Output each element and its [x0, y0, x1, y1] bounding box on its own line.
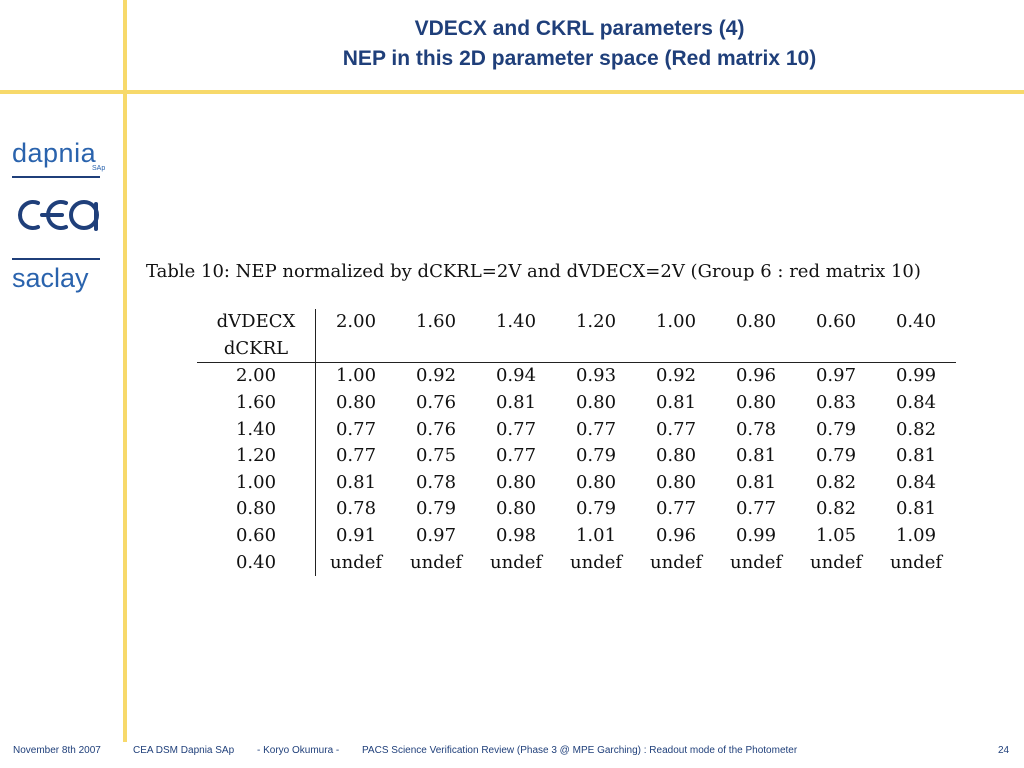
table-cell: 0.77 — [655, 418, 697, 440]
table-cell: 0.80 — [735, 392, 777, 414]
row-label: 0.80 — [197, 496, 316, 523]
nep-table — [197, 309, 956, 576]
table-cell: 0.83 — [815, 392, 857, 414]
table-header-row — [197, 309, 956, 336]
table-cell: 0.81 — [735, 445, 777, 467]
table-cell: 0.77 — [575, 418, 617, 440]
vertical-accent-line — [123, 0, 127, 742]
table-cell: 0.77 — [335, 418, 377, 440]
table-row — [197, 496, 956, 523]
cea-logo-icon — [10, 196, 102, 234]
table-cell: undef — [569, 551, 623, 573]
table-cell: 0.91 — [335, 525, 377, 547]
table-row — [197, 549, 956, 576]
logo-divider-1 — [12, 176, 100, 178]
table-cell: 0.80 — [335, 392, 377, 414]
corner-label-top: dVDECX — [197, 309, 316, 336]
column-header: 0.40 — [895, 311, 937, 333]
column-header: 1.00 — [655, 311, 697, 333]
table-cell: 0.78 — [735, 418, 777, 440]
table-cell: 0.76 — [415, 418, 457, 440]
table-cell: 1.01 — [575, 525, 617, 547]
table-row — [197, 390, 956, 417]
row-label: 0.60 — [197, 523, 316, 550]
table-cell: 0.82 — [815, 498, 857, 520]
dapnia-logo-text: dapnia — [12, 138, 97, 168]
table-cell: 0.92 — [636, 363, 716, 390]
footer-date: November 8th 2007 — [13, 745, 101, 756]
table-cell: 0.79 — [575, 498, 617, 520]
footer-event: PACS Science Verification Review (Phase 3 @ MPE Garching) : Readout mode of the Photometer — [362, 745, 798, 756]
table-cell: undef — [329, 551, 383, 573]
table-row — [197, 470, 956, 497]
logo-divider-2 — [12, 258, 100, 260]
table-cell: 0.80 — [655, 445, 697, 467]
table-cell: 0.84 — [895, 471, 937, 493]
dapnia-logo-subtext: SAp — [92, 165, 106, 172]
table-row — [197, 443, 956, 470]
row-label: 2.00 — [197, 363, 316, 390]
table-cell: 0.96 — [655, 525, 697, 547]
row-label: 0.40 — [197, 549, 316, 576]
table-cell: 0.93 — [556, 363, 636, 390]
table-cell: 0.77 — [495, 445, 537, 467]
column-header: 1.40 — [495, 311, 537, 333]
table-cell: 0.81 — [335, 471, 377, 493]
table-cell: undef — [409, 551, 463, 573]
table-cell: 0.78 — [415, 471, 457, 493]
table-subheader-row — [197, 336, 956, 363]
table-cell: 0.80 — [495, 471, 537, 493]
table-cell: 0.77 — [735, 498, 777, 520]
table-cell: 0.98 — [495, 525, 537, 547]
table-cell: 0.99 — [876, 363, 956, 390]
table-cell: 0.81 — [495, 392, 537, 414]
table-cell: 0.81 — [895, 445, 937, 467]
table-cell: 0.96 — [716, 363, 796, 390]
table-cell: 0.81 — [895, 498, 937, 520]
table-cell: 0.78 — [335, 498, 377, 520]
corner-label-bottom: dCKRL — [197, 336, 316, 363]
table-row — [197, 416, 956, 443]
table-cell: 0.79 — [815, 445, 857, 467]
slide-title-line2: NEP in this 2D parameter space (Red matrix 10) — [342, 47, 817, 70]
table-cell: 0.81 — [655, 392, 697, 414]
table-cell: undef — [729, 551, 783, 573]
column-header: 1.20 — [575, 311, 617, 333]
column-header: 0.60 — [815, 311, 857, 333]
table-cell: 0.79 — [575, 445, 617, 467]
horizontal-accent-line — [0, 90, 1024, 94]
row-label: 1.00 — [197, 470, 316, 497]
row-label: 1.60 — [197, 390, 316, 417]
table-row — [197, 363, 956, 390]
column-header: 2.00 — [335, 311, 377, 333]
slide-title-line1: VDECX and CKRL parameters (4) — [414, 17, 745, 40]
dapnia-logo — [12, 138, 106, 172]
slide-title — [135, 14, 1024, 74]
table-cell: undef — [889, 551, 943, 573]
table-cell: 0.79 — [415, 498, 457, 520]
footer-page-number: 24 — [998, 745, 1010, 756]
table-cell: 0.97 — [796, 363, 876, 390]
saclay-logo: saclay — [12, 263, 89, 293]
table-cell: 0.79 — [815, 418, 857, 440]
table-caption: Table 10: NEP normalized by dCKRL=2V and dVDECX=2V (Group 6 : red matrix 10) — [146, 261, 921, 282]
table-cell: 0.75 — [415, 445, 457, 467]
table-cell: 0.80 — [655, 471, 697, 493]
table-cell: 0.76 — [415, 392, 457, 414]
table-cell: undef — [489, 551, 543, 573]
cea-logo — [10, 196, 102, 239]
table-cell: 0.82 — [895, 418, 937, 440]
table-cell: 0.97 — [415, 525, 457, 547]
table-cell: 0.81 — [735, 471, 777, 493]
table-cell: 1.09 — [895, 525, 937, 547]
table-cell: undef — [809, 551, 863, 573]
table-cell: 1.05 — [815, 525, 857, 547]
table-cell: 0.77 — [495, 418, 537, 440]
row-label: 1.40 — [197, 416, 316, 443]
table-cell: 0.80 — [575, 392, 617, 414]
table-cell: 0.82 — [815, 471, 857, 493]
column-header: 1.60 — [415, 311, 457, 333]
table-row — [197, 523, 956, 550]
table-cell: undef — [649, 551, 703, 573]
footer-org: CEA DSM Dapnia SAp — [133, 745, 235, 756]
table-cell: 0.99 — [735, 525, 777, 547]
table-cell: 0.80 — [575, 471, 617, 493]
table-cell: 0.77 — [335, 445, 377, 467]
row-label: 1.20 — [197, 443, 316, 470]
table-cell: 0.77 — [655, 498, 697, 520]
table-cell: 0.80 — [495, 498, 537, 520]
column-header: 0.80 — [735, 311, 777, 333]
table-cell: 1.00 — [316, 363, 397, 390]
footer-author: - Koryo Okumura - — [257, 745, 340, 756]
table-cell: 0.84 — [895, 392, 937, 414]
table-cell: 0.94 — [476, 363, 556, 390]
table-cell: 0.92 — [396, 363, 476, 390]
